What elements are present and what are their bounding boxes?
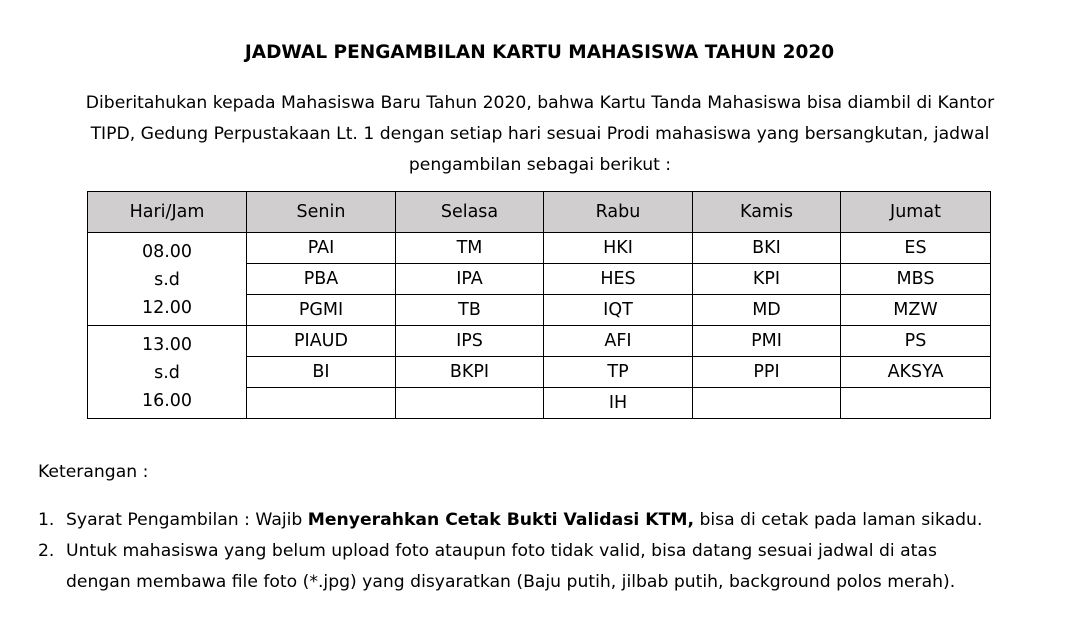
table-cell: HKI — [544, 233, 693, 264]
table-cell: BKPI — [396, 357, 544, 388]
table-cell: PAI — [247, 233, 396, 264]
table-cell: AFI — [544, 326, 693, 357]
list-item — [38, 505, 1038, 536]
table-cell: PGMI — [247, 295, 396, 326]
header-rabu: Rabu — [544, 192, 693, 233]
time-start: 08.00 — [141, 242, 193, 262]
header-selasa: Selasa — [396, 192, 544, 233]
table-row — [88, 233, 991, 264]
table-cell — [693, 388, 841, 419]
table-header-row — [88, 192, 991, 233]
table-cell: AKSYA — [841, 357, 991, 388]
list-number: 2. — [38, 541, 55, 561]
table-cell: PIAUD — [247, 326, 396, 357]
table-cell: PPI — [693, 357, 841, 388]
note-line: dengan membawa file foto (*.jpg) yang disyaratkan (Baju putih, jilbab putih, background polos merah). — [66, 572, 956, 592]
intro-paragraph — [40, 88, 1040, 181]
table-cell — [396, 388, 544, 419]
table-cell: MBS — [841, 264, 991, 295]
table-cell: PS — [841, 326, 991, 357]
intro-line: Diberitahukan kepada Mahasiswa Baru Tahun 2020, bahwa Kartu Tanda Mahasiswa bisa diambil di Kantor — [85, 93, 995, 113]
table-cell: IPS — [396, 326, 544, 357]
schedule-table — [87, 191, 991, 419]
table-cell: PBA — [247, 264, 396, 295]
time-start: 13.00 — [141, 335, 193, 355]
header-kamis: Kamis — [693, 192, 841, 233]
table-cell: IQT — [544, 295, 693, 326]
note-line: Untuk mahasiswa yang belum upload foto ataupun foto tidak valid, bisa datang sesuai jadwal di atas — [66, 541, 937, 561]
list-number: 1. — [38, 510, 55, 530]
time-separator: s.d — [154, 270, 180, 290]
list-item — [38, 536, 1038, 598]
table-cell: BKI — [693, 233, 841, 264]
table-cell: TP — [544, 357, 693, 388]
table-cell: KPI — [693, 264, 841, 295]
table-cell — [247, 388, 396, 419]
table-cell: MD — [693, 295, 841, 326]
table-cell: MZW — [841, 295, 991, 326]
notes-heading: Keterangan : — [38, 462, 149, 482]
table-cell: PMI — [693, 326, 841, 357]
header-hari-jam: Hari/Jam — [88, 192, 247, 233]
note-text: bisa di cetak pada laman sikadu. — [693, 510, 983, 530]
time-end: 12.00 — [141, 298, 193, 318]
intro-line: pengambilan sebagai berikut : — [408, 155, 672, 175]
table-cell: TB — [396, 295, 544, 326]
time-slot-afternoon — [88, 326, 247, 419]
table-cell — [841, 388, 991, 419]
table-cell: IPA — [396, 264, 544, 295]
time-end: 16.00 — [141, 391, 193, 411]
note-text: Syarat Pengambilan : Wajib — [66, 510, 308, 530]
time-separator: s.d — [154, 363, 180, 383]
note-bold-text: Menyerahkan Cetak Bukti Validasi KTM, — [307, 510, 694, 530]
notes-list — [38, 505, 1038, 598]
header-jumat: Jumat — [841, 192, 991, 233]
table-row — [88, 326, 991, 357]
table-cell: BI — [247, 357, 396, 388]
intro-line: TIPD, Gedung Perpustakaan Lt. 1 dengan setiap hari sesuai Prodi mahasiswa yang bersangkutan, jadwal — [90, 124, 990, 144]
document-title: JADWAL PENGAMBILAN KARTU MAHASISWA TAHUN 2020 — [244, 42, 835, 63]
table-cell: HES — [544, 264, 693, 295]
table-cell: IH — [544, 388, 693, 419]
header-senin: Senin — [247, 192, 396, 233]
table-cell: TM — [396, 233, 544, 264]
table-cell: ES — [841, 233, 991, 264]
time-slot-morning — [88, 233, 247, 326]
